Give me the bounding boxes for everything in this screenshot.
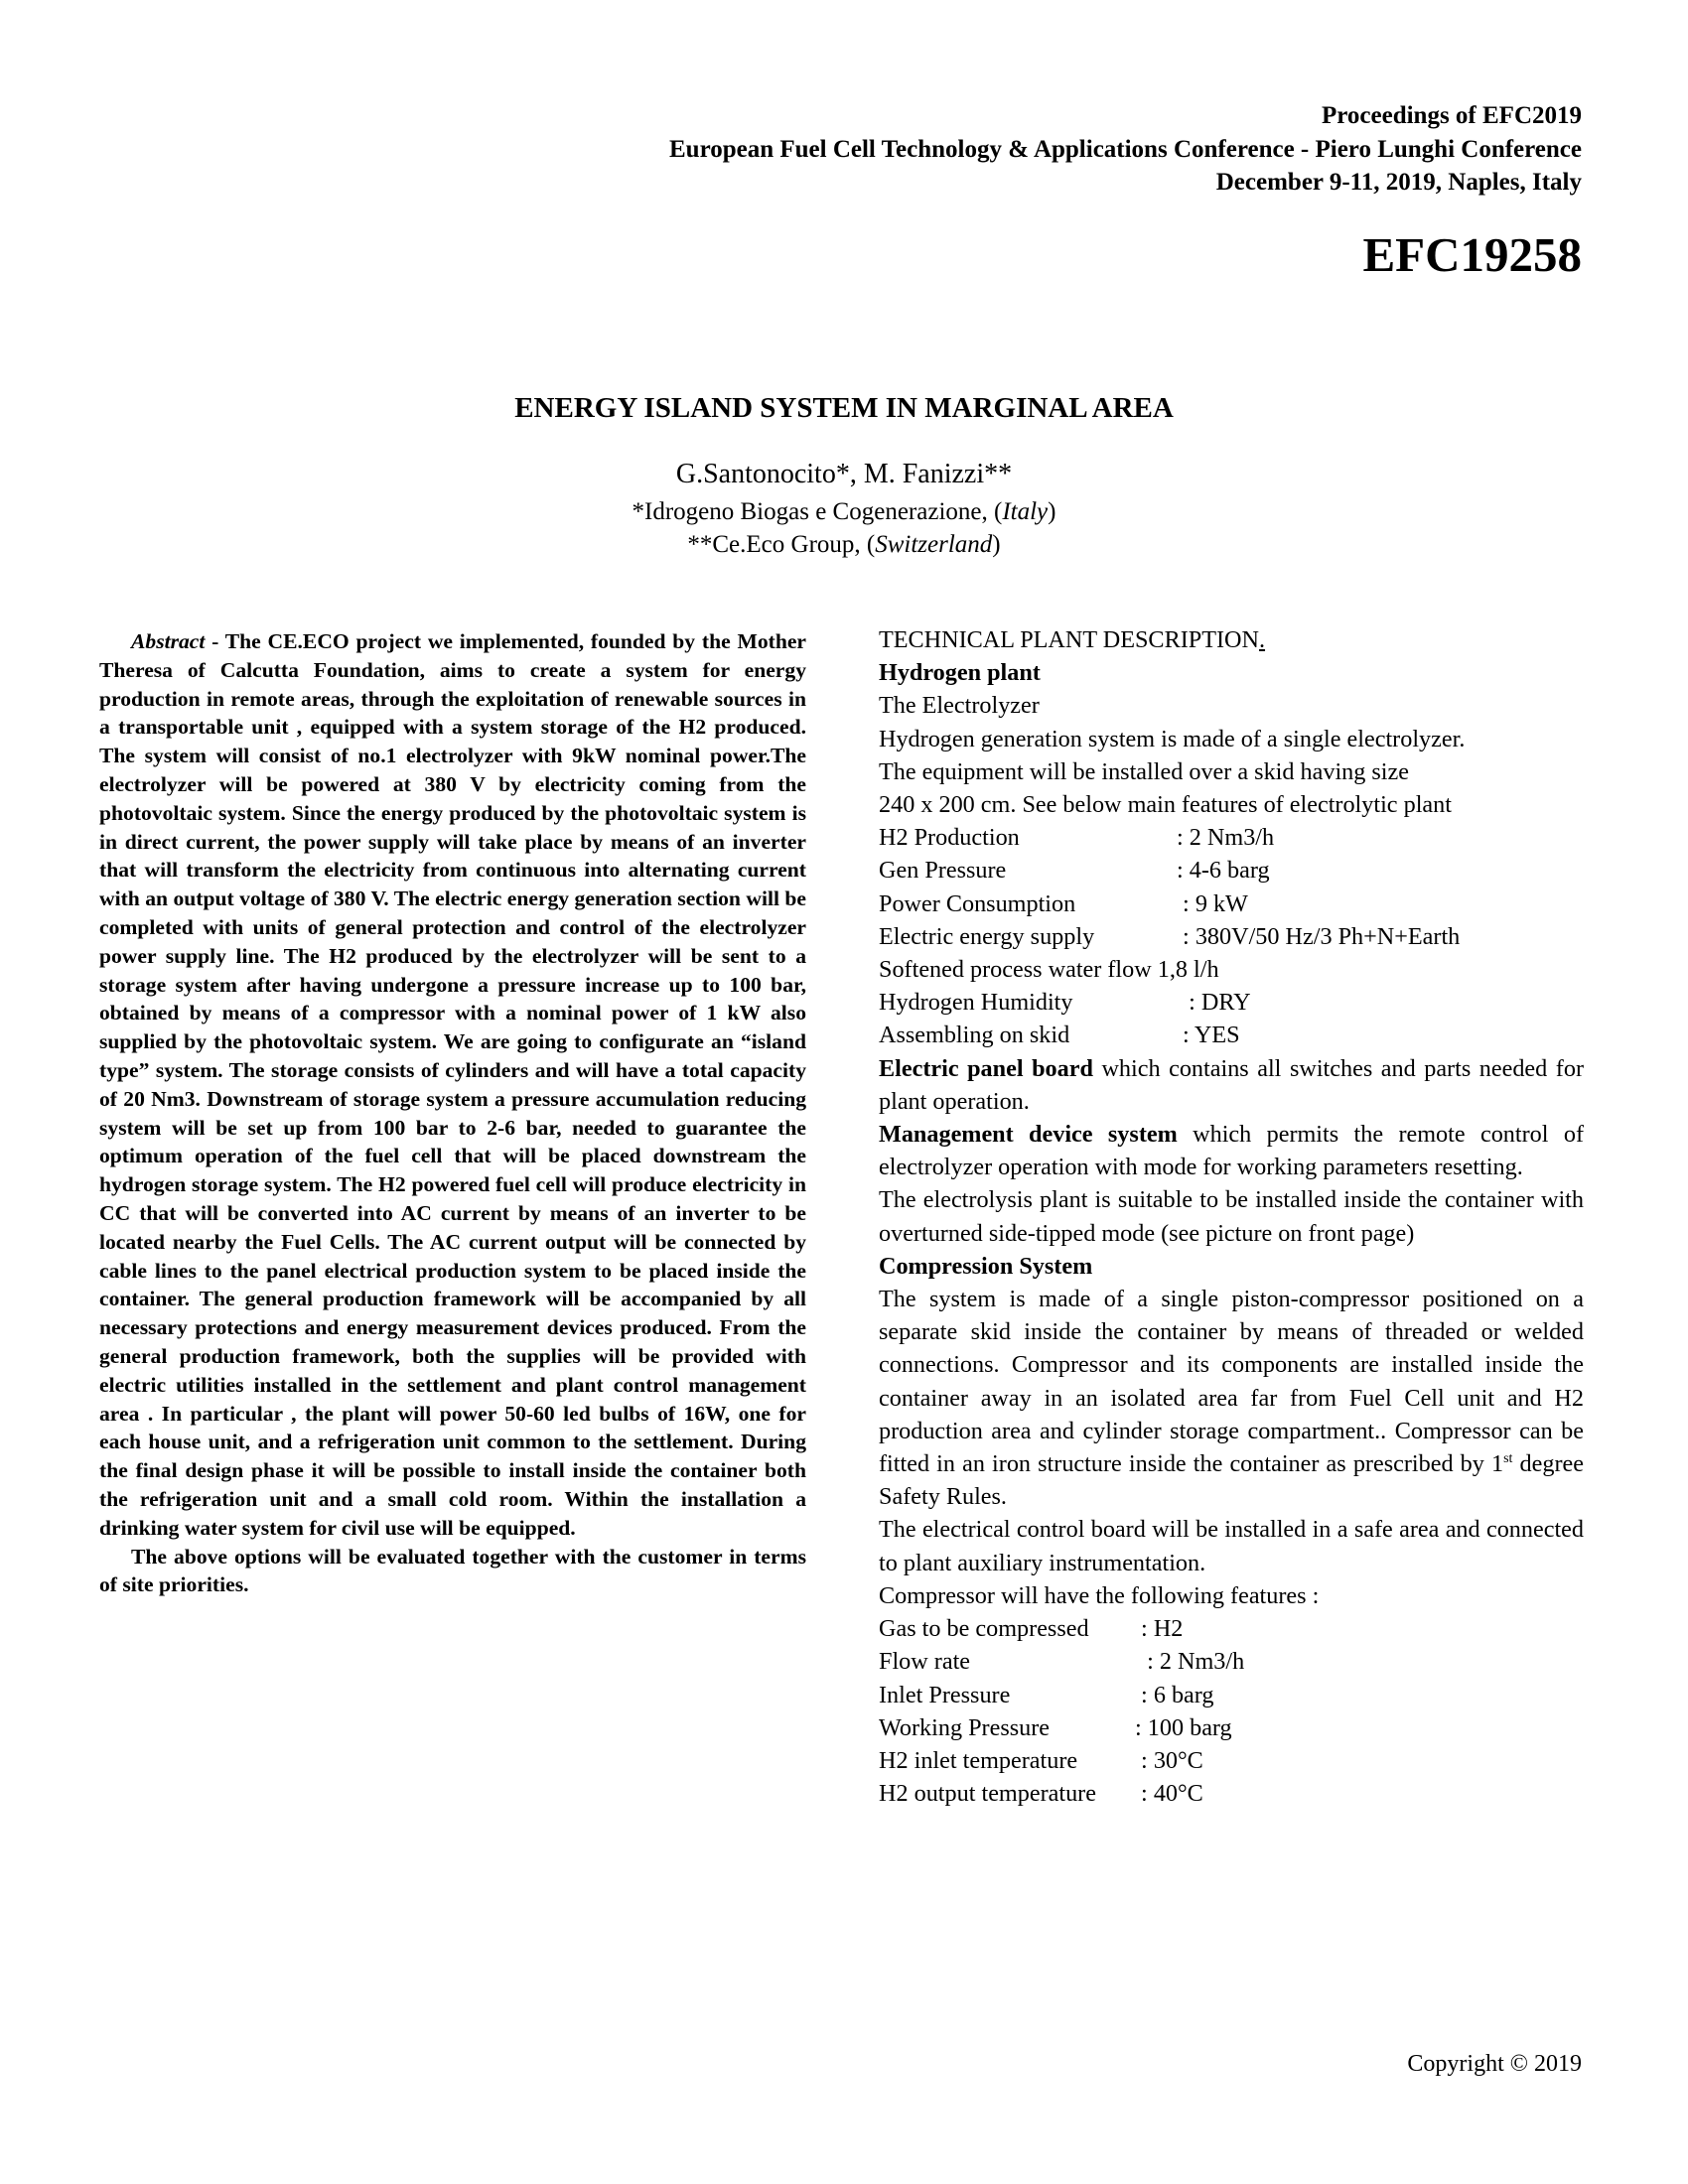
abstract-label: Abstract [131, 629, 206, 653]
paper-id: EFC19258 [1362, 227, 1582, 282]
feature-row: Hydrogen Humidity : DRY [879, 989, 1251, 1017]
proceedings-line: Proceedings of EFC2019 [1321, 102, 1582, 129]
compressor-feature-row: H2 output temperature : 40°C [879, 1780, 1203, 1808]
compressor-intro: Compressor will have the following features : [879, 1581, 1320, 1609]
intro-line-2: The equipment will be installed over a skid having size [879, 757, 1410, 785]
management-device-paragraph: Management device system which permits the remote control of electrolyzer operation with mode for working parameters resetting. [879, 1121, 1584, 1181]
compressor-feature-row: H2 inlet temperature : 30°C [879, 1746, 1203, 1774]
electrolyzer-subheading: The Electrolyzer [879, 692, 1040, 720]
electrolysis-paragraph: The electrolysis plant is suitable to be installed inside the container with overturned side-tipped mode (see picture on front page) [879, 1186, 1584, 1247]
paper-title: ENERGY ISLAND SYSTEM IN MARGINAL AREA [514, 392, 1174, 424]
compression-paragraph: The system is made of a single piston-compressor positioned on a separate skid inside the container by means of threaded or welded connections. Compressor and its components are installed inside the container away in an isolated area far from Fuel Cell unit and H2 production area and cylinder storage compartment.. Compressor can be fitted in an iron structure inside the container as prescribed by 1st degree Safety Rules. [879, 1286, 1584, 1511]
intro-line-3: 240 x 200 cm. See below main features of electrolytic plant [879, 791, 1452, 819]
hydrogen-plant-heading: Hydrogen plant [879, 659, 1041, 687]
compressor-feature-row: Working Pressure : 100 barg [879, 1713, 1232, 1741]
electric-panel-paragraph: Electric panel board which contains all switches and parts needed for plant operation. [879, 1054, 1584, 1115]
conference-line: European Fuel Cell Technology & Applications Conference - Piero Lunghi Conference [668, 136, 1582, 163]
intro-line-1: Hydrogen generation system is made of a single electrolyzer. [879, 725, 1466, 752]
feature-row: H2 Production : 2 Nm3/h [879, 824, 1275, 852]
feature-row: Power Consumption : 9 kW [879, 889, 1248, 917]
compression-heading: Compression System [879, 1252, 1093, 1280]
technical-description-column [879, 623, 1584, 1810]
affiliation-2: **Ce.Eco Group, (Switzerland) [687, 531, 1001, 558]
authors: G.Santonocito*, M. Fanizzi** [675, 459, 1013, 489]
feature-row: Electric energy supply : 380V/50 Hz/3 Ph+N+Earth [879, 922, 1461, 950]
section-title: TECHNICAL PLANT DESCRIPTION. [879, 626, 1266, 653]
abstract-column [99, 627, 806, 1599]
feature-row: Gen Pressure : 4-6 barg [879, 857, 1270, 885]
compressor-feature-row: Gas to be compressed : H2 [879, 1615, 1184, 1643]
compressor-feature-row: Inlet Pressure : 6 barg [879, 1681, 1214, 1708]
control-board-paragraph: The electrical control board will be installed in a safe area and connected to plant auxiliary instrumentation. [879, 1516, 1584, 1576]
softened-water-line: Softened process water flow 1,8 l/h [879, 956, 1219, 984]
copyright: Copyright © 2019 [1407, 2051, 1582, 2077]
affiliation-1: *Idrogeno Biogas e Cogenerazione, (Italy) [632, 498, 1056, 525]
date-location-line: December 9-11, 2019, Naples, Italy [1215, 169, 1582, 196]
abstract-paragraph: Abstract - The CE.ECO project we implemented, founded by the Mother Theresa of Calcutta Foundation, aims to create a system for energy production in remote areas, through the exploitation of renewable sources in a transportable unit , equipped with a system storage of the H2 produced. The system will consist of no.1 electrolyzer with 9kW nominal power.The electrolyzer will be powered at 380 V by electricity coming from the photovoltaic system. Since the energy produced by the photovoltaic system is in direct current, the power supply will take place by means of an inverter that will transform the electricity from continuous into alternating current with an output voltage of 380 V. The electric energy generation section will be completed with units of general protection and control of the electrolyzer power supply line. The H2 produced by the electrolyzer will be sent to a storage system after having undergone a pressure increase up to 100 bar, obtained by means of a compressor with a nominal power of 1 kW also supplied by the photovoltaic system. We are going to configurate an “island type” system. The storage consists of cylinders and will have a total capacity of 20 Nm3. Downstream of storage system a pressure accumulation reducing system will be set up from 100 bar to 2-6 bar, needed to guarantee the optimum operation of the fuel cell that will be placed downstream the hydrogen storage system. The H2 powered fuel cell will produce electricity in CC that will be converted into AC current by means of an inverter to be located nearby the Fuel Cells. The AC current output will be connected by cable lines to the panel electrical production system to be placed inside the container. The general production framework will be accompanied by all necessary protections and energy measurement devices produced. From the general production framework, both the supplies will be provided with electric utilities installed in the settlement and plant control management area . In particular , the plant will power 50-60 led bulbs of 16W, one for each house unit, and a refrigeration unit common to the settlement. During the final design phase it will be possible to install inside the container both the refrigeration unit and a small cold room. Within the installation a drinking water system for civil use will be equipped. [99, 629, 806, 1540]
feature-row: Assembling on skid : YES [879, 1022, 1240, 1049]
compressor-feature-row: Flow rate : 2 Nm3/h [879, 1648, 1245, 1676]
abstract-closing: The above options will be evaluated together with the customer in terms of site priorities. [99, 1544, 806, 1597]
